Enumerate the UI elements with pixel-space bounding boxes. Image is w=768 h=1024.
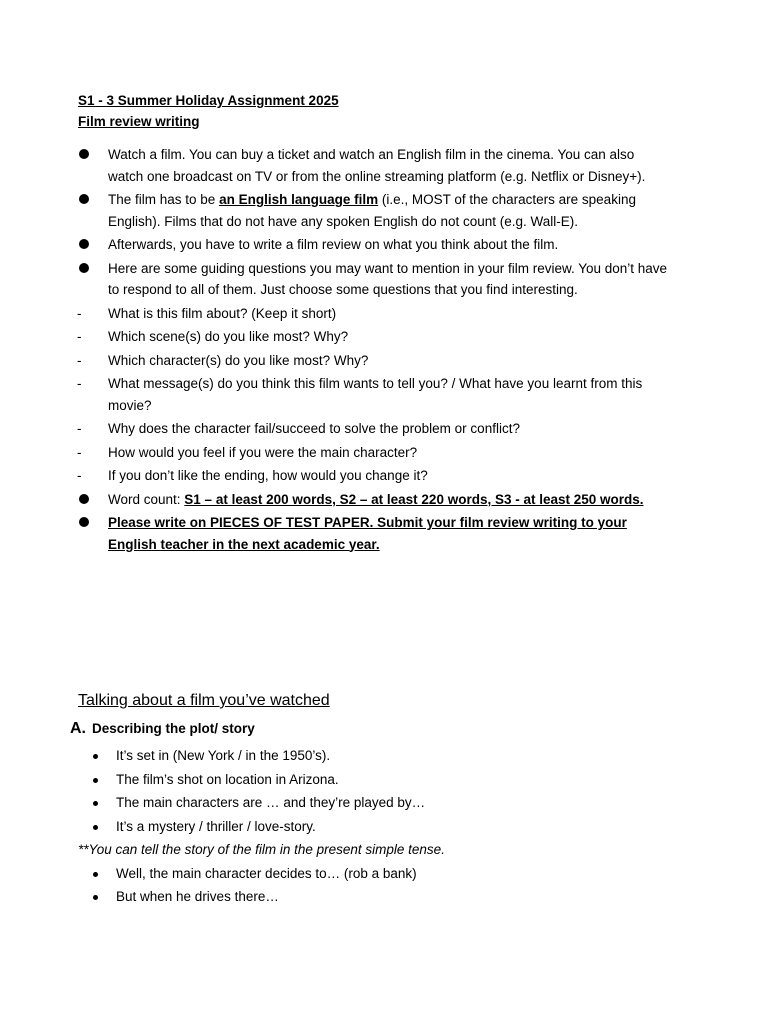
bullet-icon bbox=[93, 778, 98, 783]
guiding-question: - Why does the character fail/succeed to solve the problem or conflict? bbox=[0, 418, 670, 440]
sub-heading bbox=[70, 720, 255, 738]
list-item: Please write on PIECES OF TEST PAPER. Submit your film review writing to your English teacher in the next academic year. bbox=[0, 512, 670, 555]
guiding-question: - If you don’t like the ending, how would you change it? bbox=[0, 465, 670, 487]
phrase-item: The film’s shot on location in Arizona. bbox=[0, 768, 768, 792]
phrase-item: The main characters are … and they’re played by… bbox=[0, 791, 768, 815]
guiding-question: - What message(s) do you think this film wants to tell you? / What have you learnt from this movie? bbox=[0, 373, 670, 416]
list-item: Word count: S1 – at least 200 words, S2 – at least 220 words, S3 - at least 250 words. bbox=[0, 489, 670, 511]
bullet-icon bbox=[79, 239, 89, 249]
sub-heading-text: Describing the plot/ story bbox=[92, 721, 255, 736]
dash-marker: - bbox=[77, 329, 82, 344]
dash-marker: - bbox=[77, 468, 82, 483]
phrases-list bbox=[0, 744, 768, 909]
phrase-item: It’s a mystery / thriller / love-story. bbox=[0, 815, 768, 839]
guiding-question: - Which character(s) do you like most? Why? bbox=[0, 350, 670, 372]
dash-marker: - bbox=[77, 305, 82, 321]
assignment-subtitle: Film review writing bbox=[78, 114, 200, 129]
list-item: The film has to be an English language film (i.e., MOST of the characters are speaking English). Films that do not have any spoken English do not count (e.g. Wall-E). bbox=[0, 189, 670, 232]
bullet-icon bbox=[93, 872, 98, 877]
bullet-icon bbox=[93, 825, 98, 830]
guiding-question: - How would you feel if you were the main character? bbox=[0, 442, 670, 464]
sub-heading-letter: A. bbox=[70, 720, 86, 737]
bullet-icon bbox=[79, 149, 89, 159]
bullet-icon bbox=[79, 263, 89, 273]
dash-marker: - bbox=[77, 444, 82, 460]
guiding-question: - What is this film about? (Keep it short) bbox=[0, 303, 670, 325]
instructions-list bbox=[0, 144, 768, 557]
bullet-icon bbox=[79, 194, 89, 204]
bullet-icon bbox=[93, 895, 98, 900]
guiding-question: - Which scene(s) do you like most? Why? bbox=[0, 326, 670, 348]
dash-marker: - bbox=[77, 376, 82, 391]
phrase-item: Well, the main character decides to… (rob a bank) bbox=[0, 862, 768, 886]
phrase-item: It’s set in (New York / in the 1950’s). bbox=[0, 744, 768, 768]
assignment-title: S1 - 3 Summer Holiday Assignment 2025 bbox=[78, 93, 339, 108]
bullet-icon bbox=[79, 494, 89, 504]
bullet-icon bbox=[93, 754, 98, 759]
phrase-item: But when he drives there… bbox=[0, 885, 768, 909]
list-item: Watch a film. You can buy a ticket and watch an English film in the cinema. You can also watch one broadcast on TV or from the online streaming platform (e.g. Netflix or Disney+). bbox=[0, 144, 670, 187]
assignment-header bbox=[78, 90, 339, 132]
bullet-icon bbox=[79, 517, 89, 527]
section-title: Talking about a film you’ve watched bbox=[78, 692, 330, 709]
tense-note: **You can tell the story of the film in the present simple tense. bbox=[78, 842, 445, 857]
dash-marker: - bbox=[77, 421, 82, 436]
list-item: Here are some guiding questions you may want to mention in your film review. You don’t have to respond to all of them. Just choose some questions that you find interesting. bbox=[0, 258, 670, 301]
dash-marker: - bbox=[77, 352, 82, 368]
bullet-icon bbox=[93, 801, 98, 806]
list-item: Afterwards, you have to write a film review on what you think about the film. bbox=[0, 234, 670, 256]
